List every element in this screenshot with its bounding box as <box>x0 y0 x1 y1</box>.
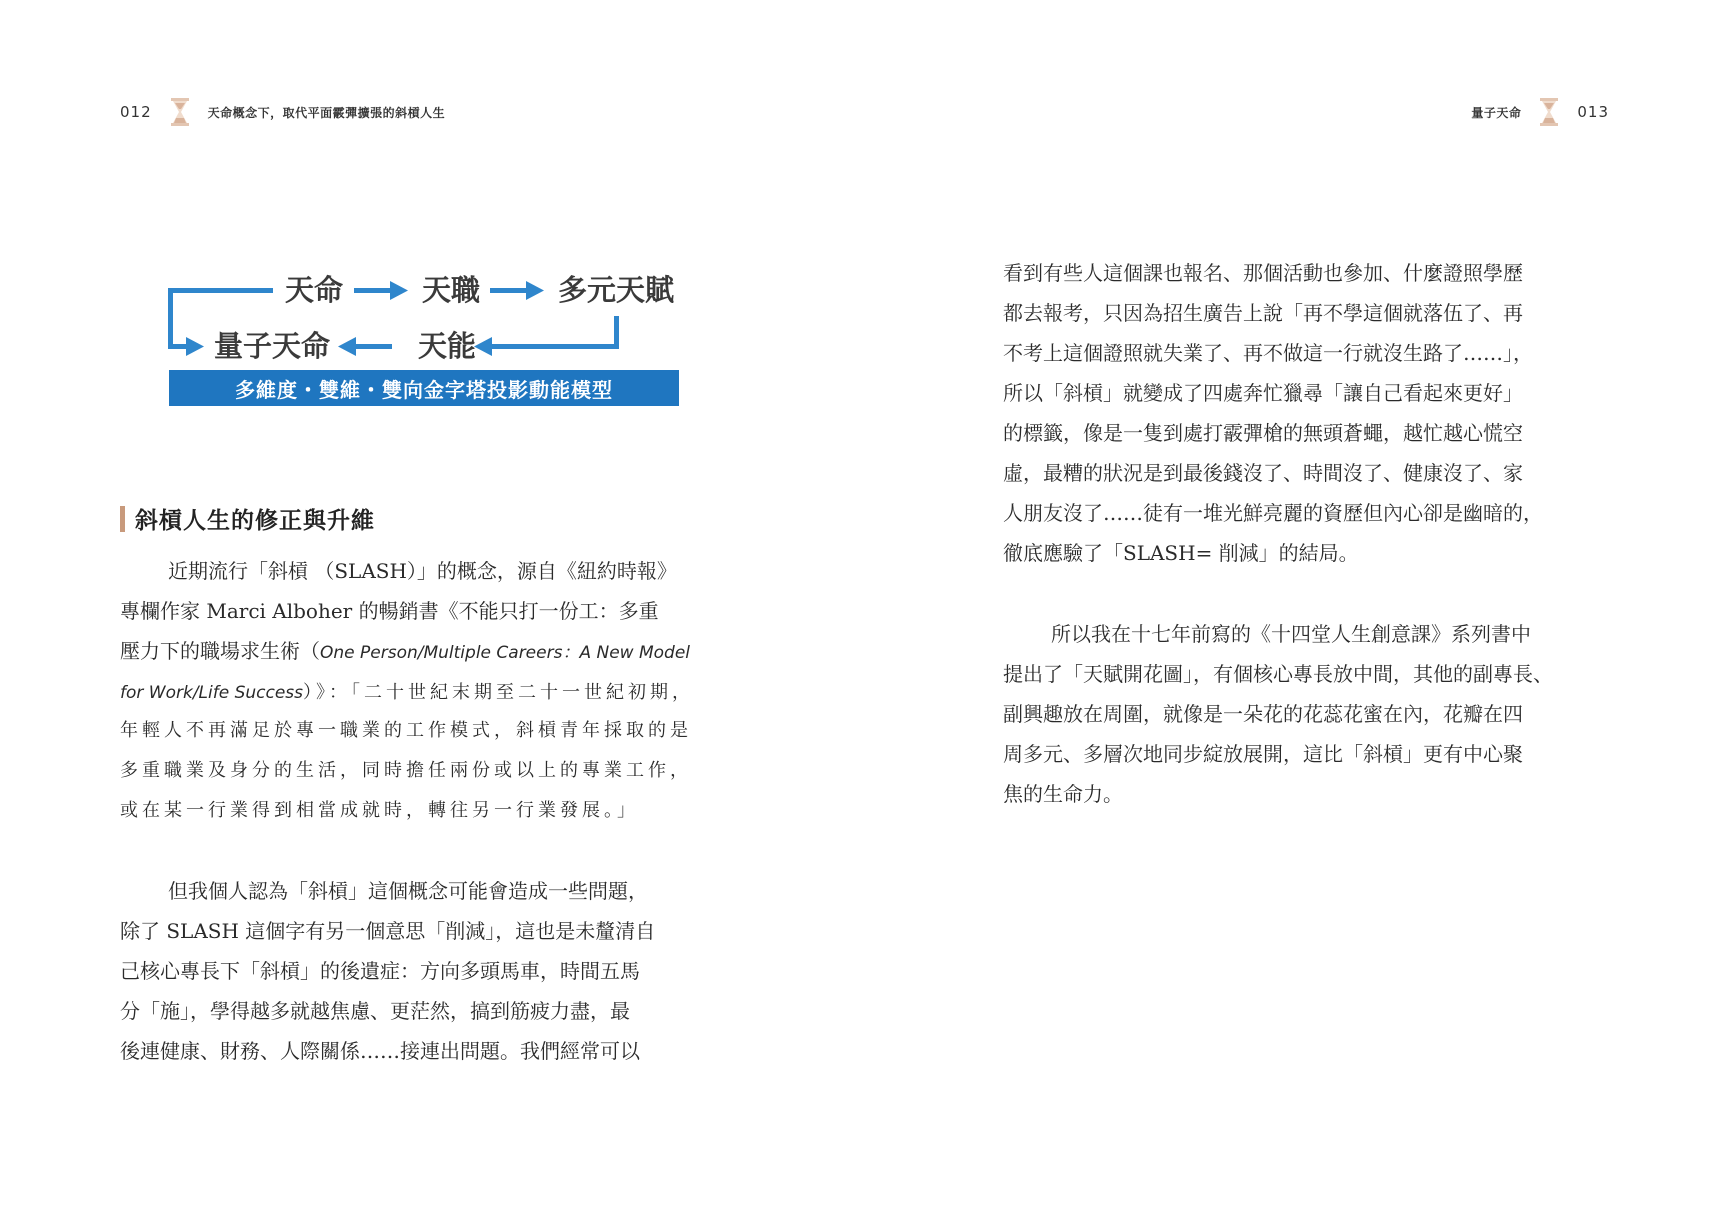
model-diagram <box>168 262 678 412</box>
text-line: 後連健康、財務、人際關係……接連出問題。我們經常可以 <box>120 1039 640 1063</box>
text-line: 多重職業及身分的生活，同時擔任兩份或以上的專業工作， <box>120 760 692 781</box>
text-line: 的標籤，像是一隻到處打霰彈槍的無頭蒼蠅，越忙越心慌空 <box>1003 421 1523 445</box>
hourglass-icon <box>1539 98 1559 126</box>
node-tianming: 天命 <box>285 273 344 307</box>
right-page <box>858 0 1717 1229</box>
text-line <box>120 641 725 662</box>
node-tianzhi: 天職 <box>422 273 481 307</box>
text-line <box>120 681 725 702</box>
text-line: 提出了「天賦開花圖」，有個核心專長放中間，其他的副專長、 <box>1003 662 1553 686</box>
arrow-right-1 <box>354 281 408 300</box>
page-number: 012 <box>120 103 152 121</box>
right-page-header <box>1471 97 1609 127</box>
node-tianneng: 天能 <box>418 329 477 363</box>
diagram-banner: 多維度・雙維・雙向金字塔投影動能模型 <box>169 370 679 406</box>
text-line: 人朋友沒了……徒有一堆光鮮亮麗的資歷但內心卻是幽暗的， <box>1003 501 1543 525</box>
node-liangzi-tianming: 量子天命 <box>214 329 331 363</box>
text-segment: 壓力下的職場求生術（ <box>120 639 320 663</box>
text-line: 但我個人認為「斜槓」這個概念可能會造成一些問題， <box>168 879 648 903</box>
bracket-right <box>474 316 619 356</box>
page-number: 013 <box>1577 103 1609 121</box>
section-heading-text: 斜槓人生的修正與升維 <box>135 507 375 534</box>
text-line: 虛，最糟的狀況是到最後錢沒了、時間沒了、健康沒了、家 <box>1003 461 1523 485</box>
text-line: 近期流行「斜槓 （SLASH）」的概念，源自《紐約時報》 <box>168 559 677 583</box>
text-line: 焦的生命力。 <box>1003 782 1123 806</box>
text-line: 所以「斜槓」就變成了四處奔忙獵尋「讓自己看起來更好」 <box>1003 381 1523 405</box>
running-title: 量子天命 <box>1471 105 1522 120</box>
text-line: 己核心專長下「斜槓」的後遺症：方向多頭馬車，時間五馬 <box>120 959 640 983</box>
arrow-right-2 <box>490 281 544 300</box>
left-page-header <box>120 97 445 127</box>
text-line: 專欄作家 Marci Alboher 的暢銷書《不能只打一份工：多重 <box>120 599 659 623</box>
italic-title: for Work/Life Success <box>120 683 304 703</box>
text-line: 分「施」，學得越多就越焦慮、更茫然，搞到筋疲力盡，最 <box>120 999 630 1023</box>
text-line: 年輕人不再滿足於專一職業的工作模式，斜槓青年採取的是 <box>120 720 692 741</box>
left-page <box>0 0 858 1229</box>
text-line: 或在某一行業得到相當成就時，轉往另一行業發展。」 <box>120 800 639 821</box>
heading-accent-bar <box>120 506 125 532</box>
text-line: 看到有些人這個課也報名、那個活動也參加、什麼證照學歷 <box>1003 261 1523 285</box>
node-duoyuan-tianfu: 多元天賦 <box>558 273 675 307</box>
text-line: 不考上這個證照就失業了、再不做這一行就沒生路了……」， <box>1003 341 1533 365</box>
text-line: 徹底應驗了「SLASH= 削減」的結局。 <box>1003 541 1359 565</box>
text-line: 副興趣放在周圍，就像是一朵花的花蕊花蜜在內，花瓣在四 <box>1003 702 1523 726</box>
running-title: 天命概念下，取代平面霰彈擴張的斜槓人生 <box>207 105 446 120</box>
italic-title: One Person/Multiple Careers：A New Model <box>320 643 691 663</box>
section-heading <box>120 502 375 535</box>
text-line: 除了 SLASH 這個字有另一個意思「削減」，這也是未釐清自 <box>120 919 656 943</box>
hourglass-icon <box>170 98 190 126</box>
text-line: 所以我在十七年前寫的《十四堂人生創意課》系列書中 <box>1051 622 1531 646</box>
text-line: 周多元、多層次地同步綻放展開，這比「斜槓」更有中心聚 <box>1003 742 1523 766</box>
text-segment: ）》：「二十世紀末期至二十一世紀初期， <box>303 682 695 703</box>
arrow-left <box>338 337 392 356</box>
text-line: 都去報考，只因為招生廣告上說「再不學這個就落伍了、再 <box>1003 301 1523 325</box>
